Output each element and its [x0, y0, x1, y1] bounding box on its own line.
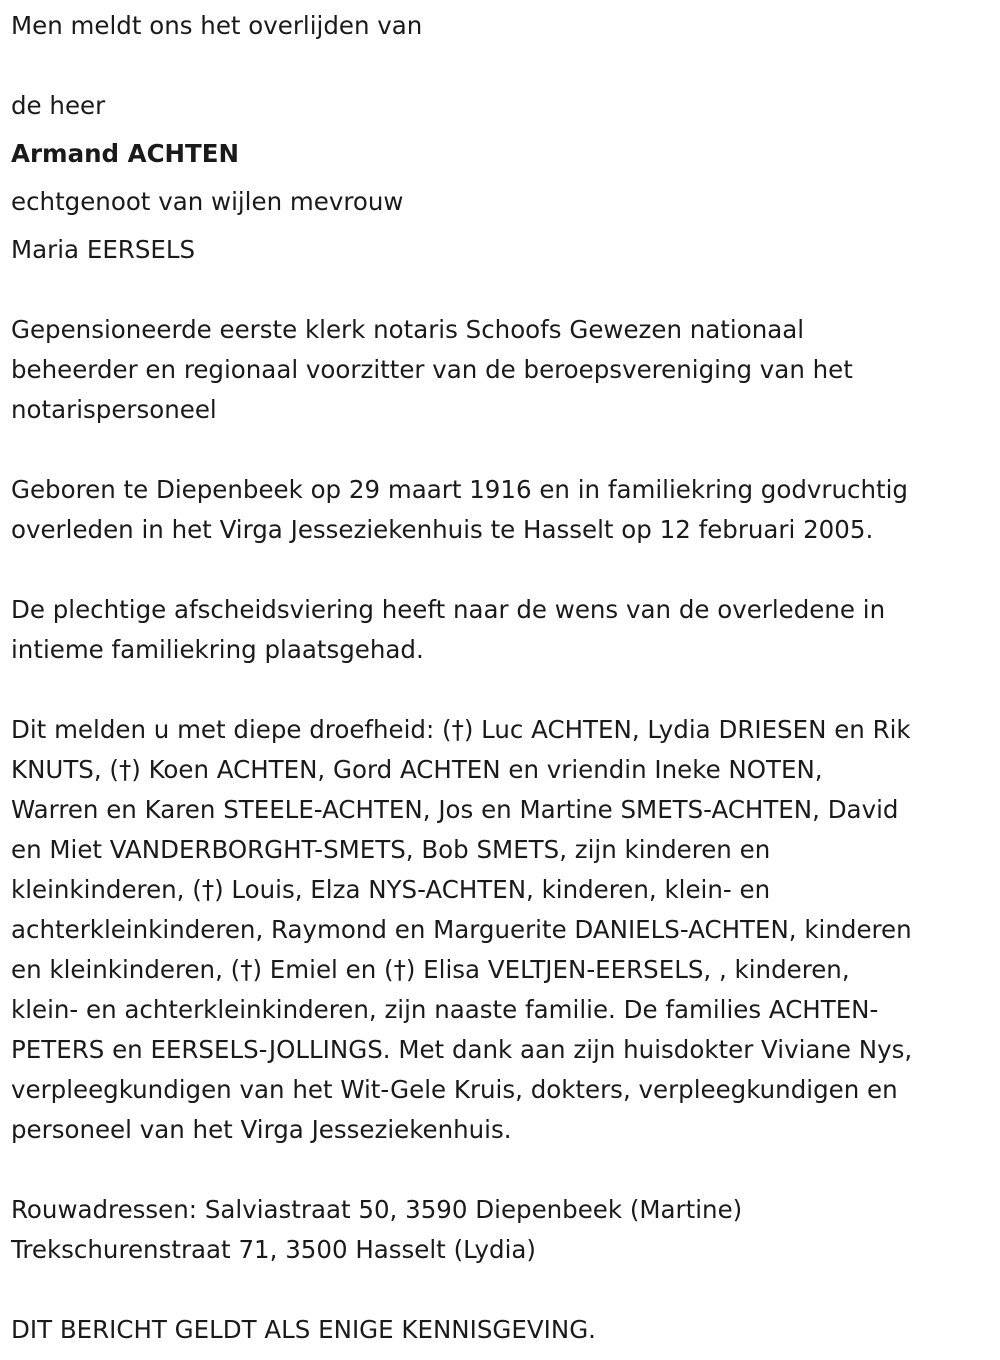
paragraph-line: personeel van het Virga Jesseziekenhuis.: [11, 1115, 512, 1144]
honorific: de heer: [11, 91, 106, 120]
paragraph-line: verpleegkundigen van het Wit-Gele Kruis, dokters, verpleegkundigen en: [11, 1075, 898, 1104]
ceremony-paragraph: [11, 590, 990, 670]
paragraph-line: intieme familiekring plaatsgehad.: [11, 635, 424, 664]
spacer: [11, 46, 990, 86]
paragraph-line: Geboren te Diepenbeek op 29 maart 1916 en in familiekring godvruchtig: [11, 475, 908, 504]
closing-statement: DIT BERICHT GELDT ALS ENIGE KENNISGEVING.: [11, 1315, 596, 1344]
paragraph-line: en Miet VANDERBORGHT-SMETS, Bob SMETS, zijn kinderen en: [11, 835, 771, 864]
deceased-name: Armand ACHTEN: [11, 139, 240, 168]
spacer: [11, 670, 990, 710]
spacer: [11, 270, 990, 310]
address-line: Trekschurenstraat 71, 3500 Hasselt (Lydia): [11, 1235, 536, 1264]
profession-paragraph: [11, 310, 990, 430]
spacer: [11, 1270, 990, 1310]
paragraph-line: kleinkinderen, (†) Louis, Elza NYS-ACHTEN, kinderen, klein- en: [11, 875, 771, 904]
paragraph-line: KNUTS, (†) Koen ACHTEN, Gord ACHTEN en vriendin Ineke NOTEN,: [11, 755, 823, 784]
spacer: [11, 550, 990, 590]
paragraph-line: PETERS en EERSELS-JOLLINGS. Met dank aan zijn huisdokter Viviane Nys,: [11, 1035, 913, 1064]
spouse-intro: echtgenoot van wijlen mevrouw: [11, 187, 404, 216]
spacer: [11, 430, 990, 470]
paragraph-line: De plechtige afscheidsviering heeft naar de wens van de overledene in: [11, 595, 886, 624]
paragraph-line: beheerder en regionaal voorzitter van de beroepsvereniging van het: [11, 355, 853, 384]
spacer: [11, 1150, 990, 1190]
family-paragraph: [11, 710, 990, 1150]
intro-text: Men meldt ons het overlijden van: [11, 11, 423, 40]
paragraph-line: klein- en achterkleinkinderen, zijn naaste familie. De families ACHTEN-: [11, 995, 879, 1024]
paragraph-line: en kleinkinderen, (†) Emiel en (†) Elisa VELTJEN-EERSELS, , kinderen,: [11, 955, 850, 984]
paragraph-line: Warren en Karen STEELE-ACHTEN, Jos en Martine SMETS-ACHTEN, David: [11, 795, 899, 824]
address-line: Rouwadressen: Salviastraat 50, 3590 Diepenbeek (Martine): [11, 1195, 743, 1224]
paragraph-line: achterkleinkinderen, Raymond en Marguerite DANIELS-ACHTEN, kinderen: [11, 915, 912, 944]
paragraph-line: notarispersoneel: [11, 395, 217, 424]
paragraph-line: overleden in het Virga Jesseziekenhuis te Hasselt op 12 februari 2005.: [11, 515, 874, 544]
paragraph-line: Dit melden u met diepe droefheid: (†) Luc ACHTEN, Lydia DRIESEN en Rik: [11, 715, 911, 744]
paragraph-line: Gepensioneerde eerste klerk notaris Schoofs Gewezen nationaal: [11, 315, 805, 344]
birth-death-paragraph: [11, 470, 990, 550]
address-paragraph: [11, 1190, 990, 1270]
spouse-name: Maria EERSELS: [11, 235, 196, 264]
